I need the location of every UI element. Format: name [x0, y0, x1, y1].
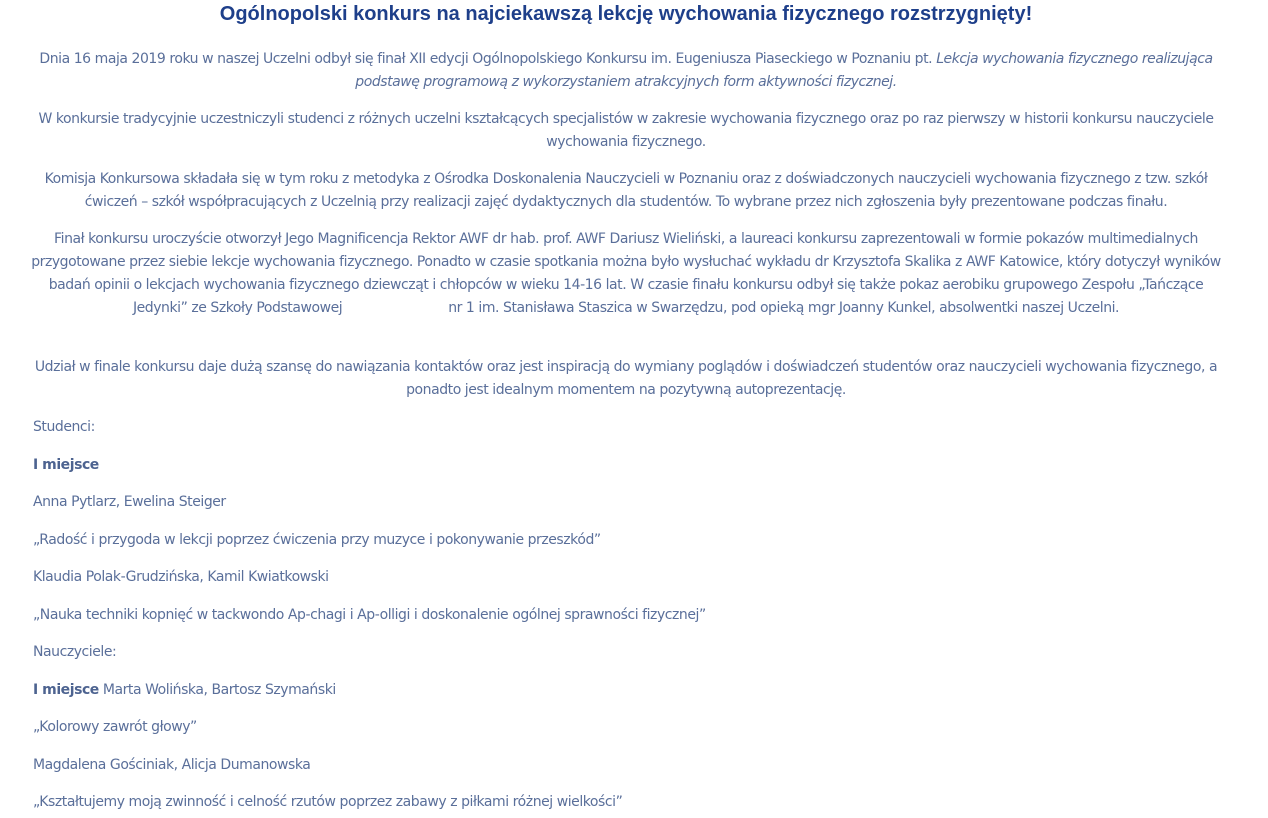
article-title: Ogólnopolski konkurs na najciekawszą lekcję wychowania fizycznego rozstrzygnięty!	[219, 3, 1033, 25]
intro-text: Dnia 16 maja 2019 roku w naszej Uczelni odbył się finał XII edycji Ogólnopolskiego Konkursu im. Eugeniusza Piaseckiego w Poznaniu pt.	[39, 51, 933, 67]
students-winner2-title: „Nauka techniki kopnięć w tackwondo Ap-chagi i Ap-olligi i doskonalenie ogólnej sprawności fizycznej”	[33, 607, 706, 623]
teachers-winner1-title: „Kolorowy zawrót głowy”	[33, 719, 197, 735]
paragraph-participants: W konkursie tradycyjnie uczestniczyli studenci z różnych uczelni kształcących specjalistów w zakresie wychowania fizycznego oraz po raz pierwszy w historii konkursu nauczyciele wychowania fizycznego.	[38, 111, 1214, 150]
paragraph-benefits: Udział w finale konkursu daje dużą szansę do nawiązania kontaktów oraz jest inspiracją do wymiany poglądów i doświadczeń studentów oraz nauczycieli wychowania fizycznego, a ponadto jest idealnym momentem na pozytywną autoprezentację.	[34, 359, 1218, 398]
teachers-first-place-row	[33, 680, 336, 700]
teachers-winner2-title: „Kształtujemy moją zwinność i celność rzutów poprzez zabawy z piłkami różnej wielkości”	[33, 794, 623, 810]
final-text-part2: nr 1 im. Stanisława Staszica w Swarzędzu, pod opieką mgr Joanny Kunkel, absolwentki naszej Uczelni.	[448, 300, 1120, 316]
paragraph-committee: Komisja Konkursowa składała się w tym roku z metodyka z Ośrodka Doskonalenia Nauczycieli w Poznaniu oraz z doświadczonych nauczycieli wychowania fizycznego z tzw. szkół ćwiczeń – szkół współpracujących z Uczelnią przy realizacji zajęć dydaktycznych dla studentów. To wybrane przez nich zgłoszenia były prezentowane podczas finału.	[44, 171, 1208, 210]
students-winner1-title: „Radość i przygoda w lekcji poprzez ćwiczenia przy muzyce i pokonywanie przeszkód”	[33, 532, 601, 548]
students-winner2-names: Klaudia Polak-Grudzińska, Kamil Kwiatkowski	[33, 569, 329, 585]
teachers-first-place-label: I miejsce	[33, 682, 99, 698]
students-winner1-names: Anna Pytlarz, Ewelina Steiger	[33, 494, 226, 510]
students-first-place-label: I miejsce	[33, 457, 99, 473]
final-text-part1: Finał konkursu uroczyście otworzył Jego Magnificencja Rektor AWF dr hab. prof. AWF Dariusz Wieliński, a laureaci konkursu zaprezentowali w formie pokazów multimedialnych przygotowane przez siebie lekcje wychowania fizycznego. Ponadto w czasie spotkania można było wysłuchać wykładu dr Krzysztofa Skalika z AWF Katowice, który dotyczył wyników badań opinii o lekcjach wychowania fizycznego dziewcząt i chłopców w wieku 14-16 lat. W czasie finału konkursu odbył się także pokaz aerobiku grupowego Zespołu „Tańczące Jedynki” ze Szkoły Podstawowej	[31, 231, 1221, 316]
teachers-heading: Nauczyciele:	[33, 644, 117, 660]
paragraph-final	[30, 228, 1222, 320]
teachers-winner2-names: Magdalena Gościniak, Alicja Dumanowska	[33, 757, 311, 773]
teachers-winner1-names: Marta Wolińska, Bartosz Szymański	[98, 682, 336, 698]
students-heading: Studenci:	[33, 419, 95, 435]
paragraph-intro	[30, 48, 1222, 94]
intro-italic-title: Lekcja wychowania fizycznego realizująca podstawę programową z wykorzystaniem atrakcyjnych form aktywności fizycznej.	[355, 51, 1213, 90]
